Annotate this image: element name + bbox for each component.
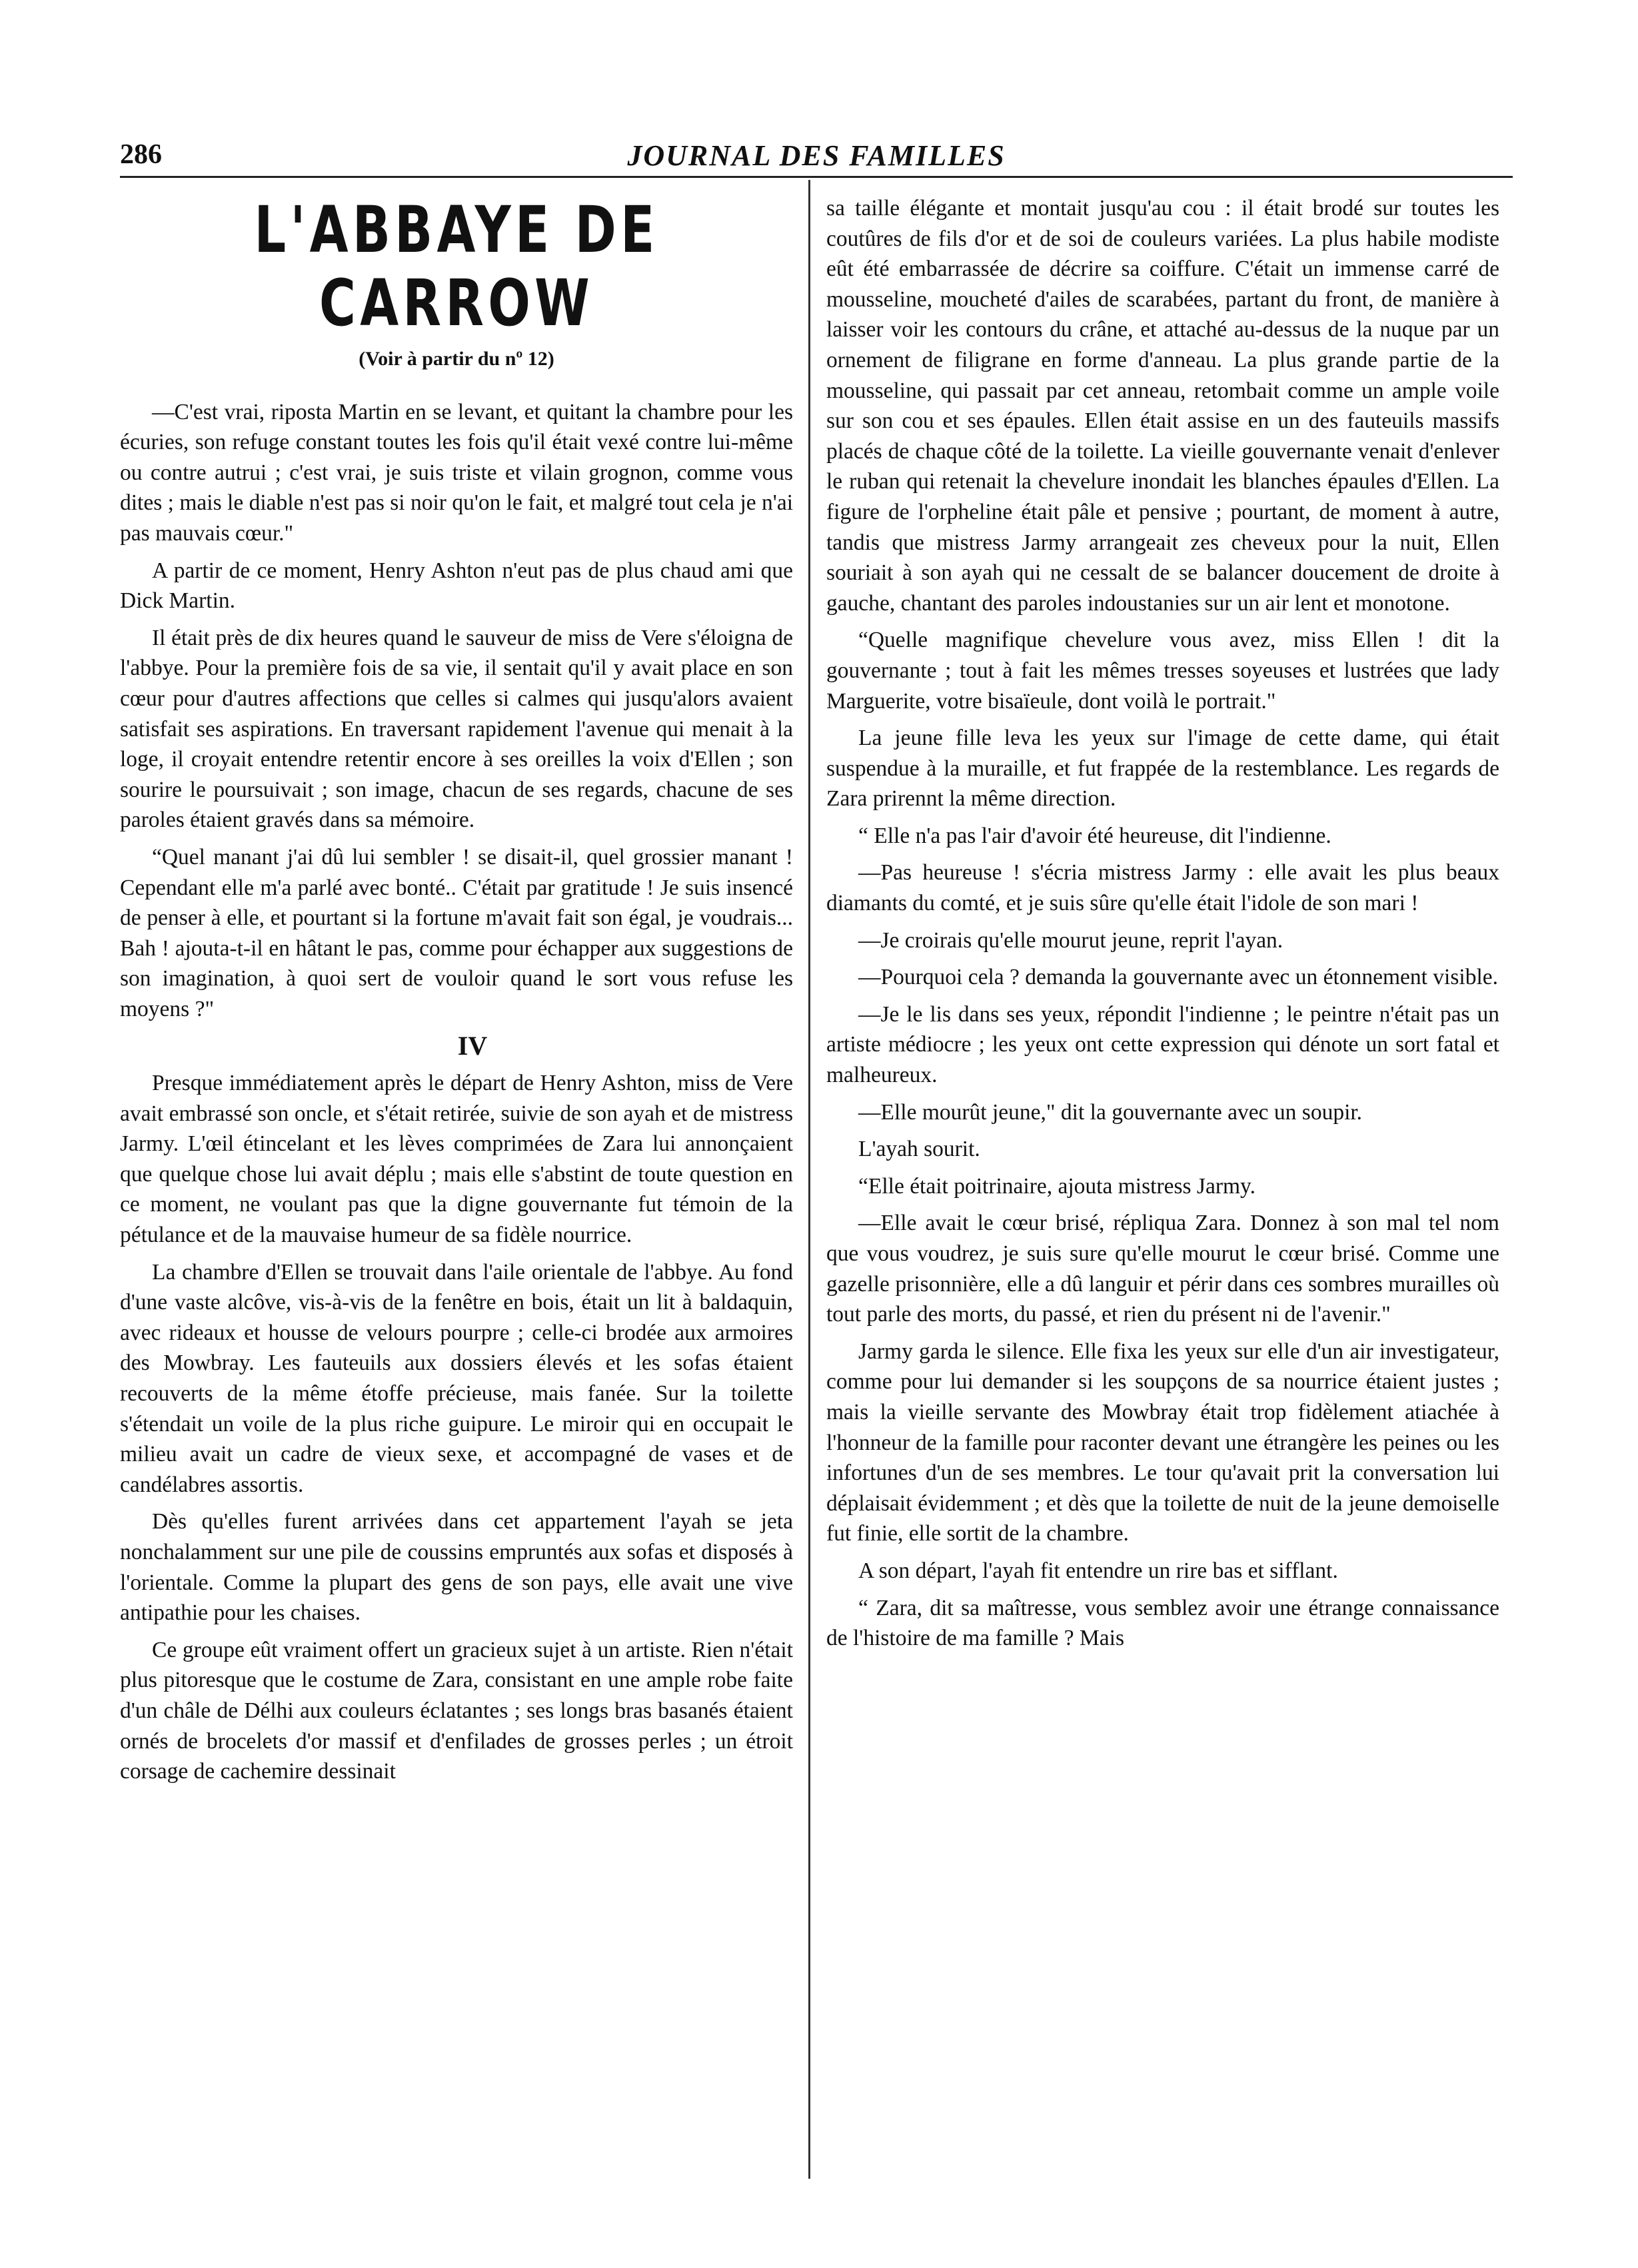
left-column: [120, 193, 793, 1794]
page-header: [120, 133, 1513, 178]
paragraph: “Quelle magnifique chevelure vous avez, miss Ellen ! dit la gouvernante ; tout à fait les mêmes tresses soyeuses et lustrées que lady Marguerite, votre bisaïeule, dont voilà le portrait.": [826, 628, 1499, 714]
paragraph: —Elle avait le cœur brisé, répliqua Zara. Donnez à son mal tel nom que vous voudrez, je suis sure qu'elle mourut le cœur brisé. Comme une gazelle prisonnière, elle a dû languir et périr dans ces sombres murailles où tout parle des morts, du passé, et rien du présent ni de l'avenir.": [826, 1211, 1499, 1327]
chapter-heading: IV: [457, 1031, 488, 1061]
paragraph: La chambre d'Ellen se trouvait dans l'aile orientale de l'abbye. Au fond d'une vaste alcôve, vis-à-vis de la fenêtre en bois, était un lit à baldaquin, avec rideaux et housse de velours pourpre ; celle-ci brodée aux armoires des Mowbray. Les fauteuils aux dossiers élevés et les sofas étaient recouverts de la même étoffe précieuse, mais fanée. Sur la toilette s'étendait un voile de la plus riche guipure. Le miroir qui en occupait le milieu avait un cadre de vieux sexe, et accompagné de vases et de candélabres assortis.: [120, 1259, 793, 1497]
paragraph: —Je croirais qu'elle mourut jeune, reprit l'ayan.: [858, 927, 1283, 953]
page-number: 286: [120, 139, 162, 170]
paragraph: Dès qu'elles furent arrivées dans cet appartement l'ayah se jeta nonchalamment sur une pile de coussins empruntés aux sofas et disposés à l'orientale. Comme la plupart des gens de son pays, elle avait une vive antipathie pour les chaises.: [120, 1509, 793, 1626]
paragraph: Ce groupe eût vraiment offert un gracieux sujet à un artiste. Rien n'était plus pitoresque que le costume de Zara, consistant en une ample robe faite d'un châle de Délhi aux couleurs éclatantes ; ses longs bras basanés étaient ornés de brocelets d'or massif et d'enfilades de grosses perles ; un étroit corsage de cachemire dessinait: [120, 1637, 793, 1784]
paragraph: sa taille élégante et montait jusqu'au cou : il était brodé sur toutes les coutûres de fils d'or et de soi de couleurs variées. La plus habile modiste eût été embarrassée de décrire sa coiffure. C'était un immense carré de mousseline, moucheté d'ailes de scarabées, partant du front, de manière à laisser voir les contours du crâne, et attaché au-dessus de la nuque par un ornement de filigrane en forme d'anneau. La plus grande partie de la mousseline, qui passait par cet anneau, retombait comme un ample voile sur son cou et ses épaules. Ellen était assise en un des fauteuils massifs placés de chaque côté de la toilette. La vieille gouvernante venait d'enlever le ruban qui retenait la chevelure inondait les blanches épaules d'Ellen. La figure de l'orpheline était pâle et pensive ; pourtant, de moment à autre, tandis que mistress Jarmy arrangeait zes cheveux pour la nuit, Ellen souriait à son ayah qui ne cessalt de se balancer doucement de droite à gauche, chantant des paroles indoustanies sur un air lent et monotone.: [826, 196, 1499, 616]
paragraph: A partir de ce moment, Henry Ashton n'eut pas de plus chaud ami que Dick Martin.: [120, 558, 793, 614]
paragraph: “Elle était poitrinaire, ajouta mistress Jarmy.: [858, 1173, 1255, 1199]
paragraph: —Pourquoi cela ? demanda la gouvernante avec un étonnement visible.: [858, 965, 1499, 990]
paragraph: “ Zara, dit sa maîtresse, vous semblez avoir une étrange connaissance de l'histoire de ma famille ? Mais: [826, 1595, 1499, 1651]
paragraph: —C'est vrai, riposta Martin en se levant, et quitant la chambre pour les écuries, son refuge constant toutes les fois qu'il était vexé contre lui-même ou contre autrui ; c'est vrai, je suis triste et vilain grognon, comme vous dites ; mais le diable n'est pas si noir qu'on le fait, et malgré tout cela je n'ai pas mauvais cœur.": [120, 399, 793, 546]
paragraph: L'ayah sourit.: [858, 1137, 980, 1162]
paragraph: Il était près de dix heures quand le sauveur de miss de Vere s'éloigna de l'abbye. Pour la première fois de sa vie, il sentait qu'il y avait place en son cœur pour d'autres affections que celles si calmes qui jusqu'alors avaient satisfait ses aspirations. En traversant rapidement l'avenue qui menait à la loge, il croyait entendre retentir encore à ses oreilles la voix d'Ellen ; son sourire le poursuivait ; son image, chacun de ses regards, chacune de ses paroles étaient gravés dans sa mémoire.: [120, 625, 793, 833]
paragraph: —Pas heureuse ! s'écria mistress Jarmy : elle avait les plus beaux diamants du comté, et je suis sûre qu'elle était l'idole de son mari !: [826, 860, 1499, 916]
paragraph: A son départ, l'ayah fit entendre un rire bas et sifflant.: [858, 1558, 1338, 1583]
paragraph: Jarmy garda le silence. Elle fixa les yeux sur elle d'un air investigateur, comme pour lui demander si les soupçons de sa nourrice étaient justes ; mais la vieille servante des Mowbray était trop fidèlement atiachée à l'honneur de la famille pour raconter devant une étrangère les peines ou les infortunes d'un de ses membres. Le tour qu'avait prit la conversation lui déplaisait évidemment ; et dès que la toilette de nuit de la jeune demoiselle fut finie, elle sortit de la chambre.: [826, 1339, 1499, 1546]
paragraph: —Je le lis dans ses yeux, répondit l'indienne ; le peintre n'était pas un artiste médiocre ; les yeux ont cette expression qui dénote un sort fatal et malheureux.: [826, 1001, 1499, 1088]
paragraph: Presque immédiatement après le départ de Henry Ashton, miss de Vere avait embrassé son oncle, et s'était retirée, suivie de son ayah et de mistress Jarmy. L'œil étincelant et les lèves comprimées de Zara lui annonçaient que quelque chose lui avait déplu ; mais elle s'abstint de toute question en ce moment, ne voulant pas que la digne gouvernante fut témoin de la pétulance et de la mauvaise humeur de sa fidèle nourrice.: [120, 1071, 793, 1248]
article-subtitle: (Voir à partir du nº 12): [359, 348, 554, 370]
paragraph: “Quel manant j'ai dû lui sembler ! se disait-il, quel grossier manant ! Cependant elle m'a parlé avec bonté.. C'était par gratitude ! Je suis insencé de penser à elle, et pourtant si la fortune m'avait fait son égal, je voudrais... Bah ! ajouta-t-il en hâtant le pas, comme pour échapper aux suggestions de son imagination, à quoi sert de vouloir quand le sort vous refuse les moyens ?": [120, 844, 793, 1021]
running-head: JOURNAL DES FAMILLES: [627, 139, 1006, 172]
paragraph: “ Elle n'a pas l'air d'avoir été heureuse, dit l'indienne.: [858, 823, 1331, 848]
paragraph: —Elle mourût jeune," dit la gouvernante avec un soupir.: [858, 1099, 1363, 1125]
right-column: [826, 193, 1499, 1660]
article-title: L'ABBAYE DE CARROW: [254, 193, 659, 340]
paragraph: La jeune fille leva les yeux sur l'image de cette dame, qui était suspendue à la muraille, et fut frappée de la restemblance. Les regards de Zara prirennt la même direction.: [826, 726, 1499, 812]
column-divider: [808, 180, 810, 2179]
